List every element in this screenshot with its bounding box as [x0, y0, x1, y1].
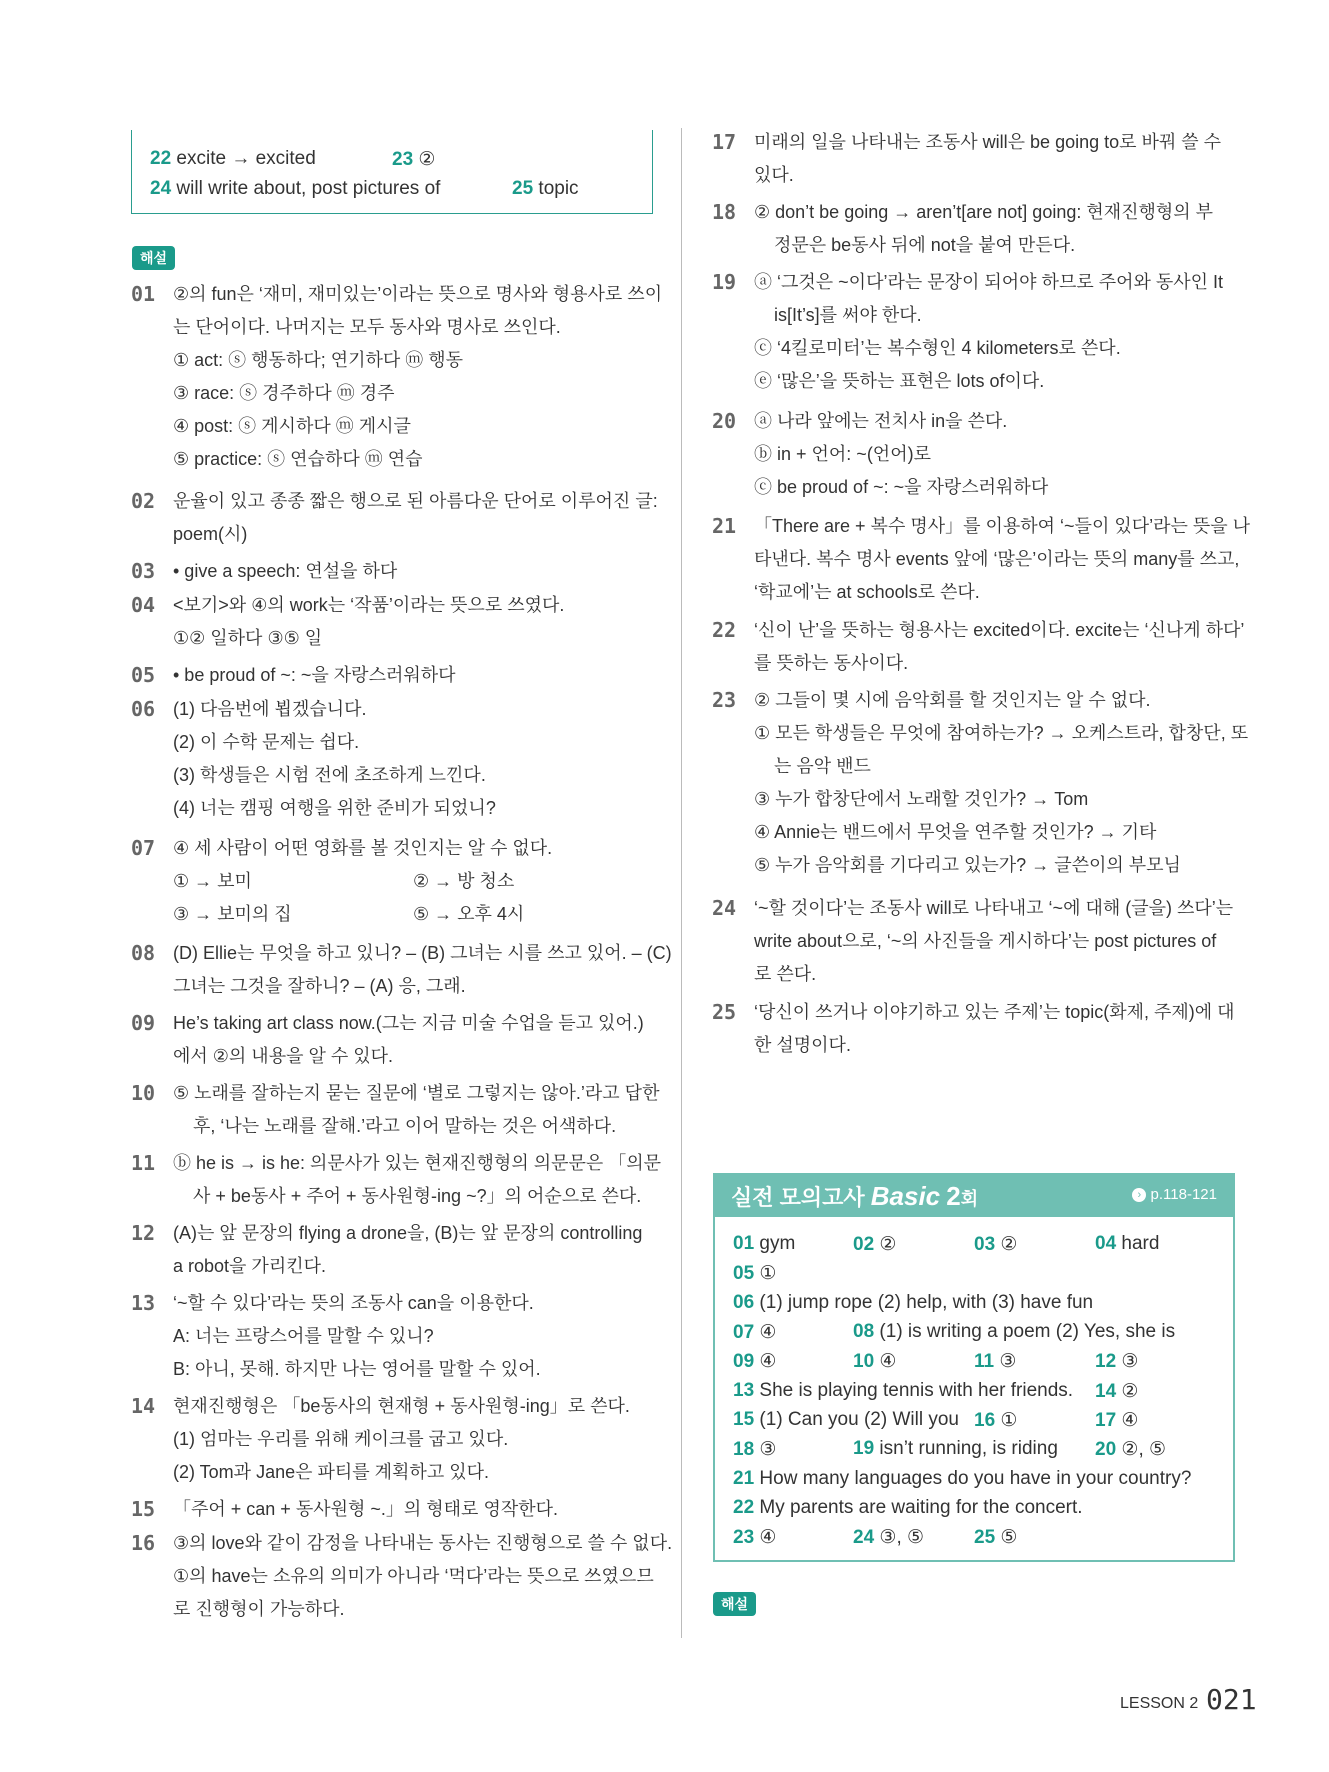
explanation-19: 19 ⓐ ‘그것은 ~이다’라는 문장이 되어야 하므로 주어와 동사인 It is[It’s]를 써야 한다. ⓒ ‘4킬로미터’는 복수형인 4 kilometers로 쓴다. ⓔ ‘많은’을 뜻하는 표현은 lots of이다.	[712, 270, 1224, 391]
basic-row-3: 06 (1) jump rope (2) help, with (3) have fun	[733, 1292, 1094, 1313]
basic-row-2: 05 ①	[733, 1263, 777, 1284]
answer-25: 25 topic	[512, 178, 579, 199]
explanation-tag: 해설	[132, 246, 175, 270]
answer-24: 24 will write about, post pictures of	[150, 178, 441, 199]
page-reference: › p.118-121	[1132, 1186, 1217, 1203]
explanation-24: 24 ‘~할 것이다’는 조동사 will로 나타내고 ‘~에 대해 (글을) 쓰다’는 write about으로, ‘~의 사진들을 게시하다’는 post pictures of 로 쓴다.	[712, 896, 1234, 984]
basic-row-9: 21 How many languages do you have in your country?	[733, 1468, 1192, 1489]
explanation-07: 07 ④ 세 사람이 어떤 영화를 볼 것인지는 알 수 없다. ① → 보미 ② → 방 청소 ③ → 보미의 집 ⑤ → 오후 4시	[131, 836, 553, 924]
chevron-right-icon: ›	[1132, 1188, 1146, 1202]
explanation-18: 18 ② don’t be going → aren’t[are not] going: 현재진행형의 부 정문은 be동사 뒤에 not을 붙여 만든다.	[712, 200, 1214, 255]
page-number: 021	[1206, 1683, 1257, 1716]
explanation-14: 14 현재진행형은 「be동사의 현재형 + 동사원형-ing」로 쓴다. (1) 엄마는 우리를 위해 케이크를 굽고 있다. (2) Tom과 Jane은 파티를 계획하고 있다.	[131, 1394, 630, 1482]
explanation-23: 23 ② 그들이 몇 시에 음악회를 할 것인지는 알 수 없다. ① 모든 학생들은 무엇에 참여하는가? → 오케스트라, 합창단, 또 는 음악 밴드 ③ 누가 합창단에서 노래할 것인가? → Tom ④ Annie는 밴드에서 무엇을 연주할 것인가? → 기타 ⑤ 누가 음악회를 기다리고 있는가? → 글쓴이의 부모님	[712, 688, 1249, 875]
explanation-08: 08 (D) Ellie는 무엇을 하고 있니? – (B) 그녀는 시를 쓰고 있어. – (C) 그녀는 그것을 잘하니? – (A) 응, 그래.	[131, 941, 672, 996]
explanation-16: 16 ③의 love와 같이 감정을 나타내는 동사는 진행형으로 쓸 수 없다. ①의 have는 소유의 의미가 아니라 ‘먹다’라는 뜻으로 쓰였으므 로 진행형이 가능하다.	[131, 1531, 673, 1619]
explanation-15: 15 「주어 + can + 동사원형 ~.」의 형태로 영작한다.	[131, 1497, 558, 1521]
explanation-22: 22 ‘신이 난’을 뜻하는 형용사는 excited이다. excite는 ‘신나게 하다’ 를 뜻하는 동사이다.	[712, 618, 1245, 673]
basic-row-10: 22 My parents are waiting for the concert.	[733, 1497, 1083, 1518]
explanation-17: 17 미래의 일을 나타내는 조동사 will은 be going to로 바꿔 쓸 수 있다.	[712, 130, 1222, 185]
explanation-05: 05 • be proud of ~: ~을 자랑스러워하다	[131, 663, 456, 687]
explanation-01: 01 ②의 fun은 ‘재미, 재미있는’이라는 뜻으로 명사와 형용사로 쓰이 는 단어이다. 나머지는 모두 동사와 명사로 쓰인다. ① act: ⓢ 행동하다; 연기하다 ⓜ 행동 ③ race: ⓢ 경주하다 ⓜ 경주 ④ post: ⓢ 게시하다 ⓜ 게시글 ⑤ practice: ⓢ 연습하다 ⓜ 연습	[131, 282, 663, 469]
explanation-20: 20 ⓐ 나라 앞에는 전치사 in을 쓴다. ⓑ in + 언어: ~(언어)로 ⓒ be proud of ~: ~을 자랑스러워하다	[712, 409, 1049, 497]
explanation-10: 10 ⑤ 노래를 잘하는지 묻는 질문에 ‘별로 그렇지는 않아.’라고 답한 후, ‘나는 노래를 잘해.’라고 이어 말하는 것은 어색하다.	[131, 1081, 660, 1136]
basic-header	[713, 1173, 1235, 1217]
explanation-03: 03 • give a speech: 연설을 하다	[131, 559, 398, 583]
explanation-13: 13 ‘~할 수 있다’라는 뜻의 조동사 can을 이용한다. A: 너는 프랑스어를 말할 수 있니? B: 아니, 못해. 하지만 나는 영어를 말할 수 있어.	[131, 1291, 541, 1379]
explanation-02: 02 운율이 있고 종종 짧은 행으로 된 아름다운 단어로 이루어진 글: poem(시)	[131, 489, 658, 544]
explanation-09: 09 He’s taking art class now.(그는 지금 미술 수업을 듣고 있어.) 에서 ②의 내용을 알 수 있다.	[131, 1011, 644, 1066]
explanation-25: 25 ‘당신이 쓰거나 이야기하고 있는 주제’는 topic(화제, 주제)에 대 한 설명이다.	[712, 1000, 1235, 1055]
basic-title: 실전 모의고사 Basic 2회	[731, 1181, 979, 1211]
explanation-12: 12 (A)는 앞 문장의 flying a drone을, (B)는 앞 문장의 controlling a robot을 가리킨다.	[131, 1221, 643, 1276]
column-divider	[681, 128, 682, 1638]
answer-23: 23 ②	[392, 149, 436, 170]
explanation-04: 04 <보기>와 ④의 work는 ‘작품’이라는 뜻으로 쓰였다. ①② 일하다 ③⑤ 일	[131, 593, 565, 648]
answer-22: 22 excite → excited	[150, 148, 316, 169]
explanation-tag-2: 해설	[713, 1592, 756, 1616]
explanation-06: 06 (1) 다음번에 뵙겠습니다. (2) 이 수학 문제는 쉽다. (3) 학생들은 시험 전에 초조하게 느낀다. (4) 너는 캠핑 여행을 위한 준비가 되었니?	[131, 697, 496, 818]
answer-box-top	[131, 130, 653, 214]
lesson-label: LESSON 2	[1120, 1695, 1199, 1712]
explanation-11: 11 ⓑ he is → is he: 의문사가 있는 현재진행형의 의문문은 「의문 사 + be동사 + 주어 + 동사원형-ing ~?」의 어순으로 쓴다.	[131, 1151, 662, 1206]
explanation-21: 21 「There are + 복수 명사」를 이용하여 ‘~들이 있다’라는 뜻을 나 타낸다. 복수 명사 events 앞에 ‘많은’이라는 뜻의 many를 쓰고, ‘학교에’는 at schools로 쓴다.	[712, 514, 1251, 602]
